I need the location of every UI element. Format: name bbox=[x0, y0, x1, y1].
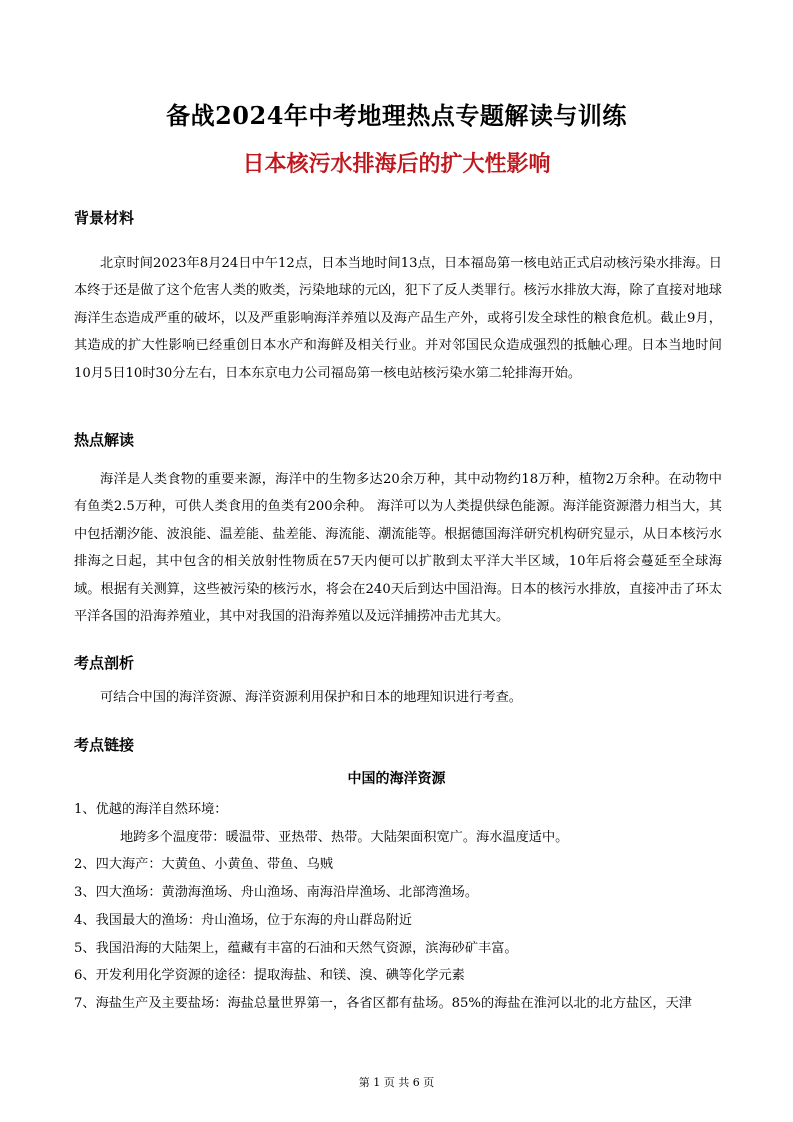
heading-analysis: 考点剖析 bbox=[74, 654, 135, 672]
list-item: 2、四大海产：大黄鱼、小黄鱼、带鱼、乌贼 bbox=[74, 857, 333, 873]
paragraph-hotspot: 海洋是人类食物的重要来源，海洋中的生物多达20余万种，其中动物约18万种，植物2万余种。在动物中有鱼类2.5万种，可供人类食用的鱼类有200余种。 海洋可以为人类提供绿色能源。海洋能资源潜力相当大，其中包括潮汐能、波浪能、温差能、盐差能、海流能、潮流能等。根据德国海洋研究机构研究显示，从日本核污水排海之日起，其中包含的相关放射性物质在57天内便可以扩散到太平洋大半区域，10年后将会蔓延至全球海域。根据有关测算，这些被污染的核污水，将会在240天后到达中国沿海。日本的核污水排放，直接冲击了环太平洋各国的沿海养殖业，其中对我国的沿海养殖以及远洋捕捞冲击尤其大。 bbox=[74, 472, 722, 625]
list-item: 3、四大渔场：黄渤海渔场、舟山渔场、南海沿岸渔场、北部湾渔场。 bbox=[74, 885, 479, 901]
page-number: 第 1 页 共 6 页 bbox=[358, 1076, 435, 1089]
list-item: 4、我国最大的渔场：舟山渔场，位于东海的舟山群岛附近 bbox=[74, 912, 413, 928]
paragraph-background: 北京时间2023年8月24日中午12点，日本当地时间13点，日本福岛第一核电站正式启动核污染水排海。日本终于还是做了这个危害人类的败类，污染地球的元凶，犯下了反人类罪行。核污水排放大海，除了直接对地球海洋生态造成严重的破坏，以及严重影响海洋养殖以及海产品生产外，或将引发全球性的粮食危机。截止9月，其造成的扩大性影响已经重创日本水产和海鲜及相关行业。并对邻国民众造成强烈的抵触心理。日本当地时间10月5日10时30分左右，日本东京电力公司福岛第一核电站核污染水第二轮排海开始。 bbox=[74, 256, 722, 381]
document-title: 备战2024年中考地理热点专题解读与训练 bbox=[166, 101, 627, 130]
list-item: 1、优越的海洋自然环境： bbox=[74, 802, 228, 817]
list-item: 6、开发利用化学资源的途径：提取海盐、和镁、溴、碘等化学元素 bbox=[74, 968, 465, 984]
paragraph-analysis: 可结合中国的海洋资源、海洋资源利用保护和日本的地理知识进行考查。 bbox=[100, 690, 522, 705]
list-item: 7、海盐生产及主要盐场：海盐总量世界第一，各省区都有盐场。85%的海盐在淮河以北的北方盐区，天津 bbox=[74, 995, 692, 1011]
heading-links: 考点链接 bbox=[74, 736, 135, 754]
ocean-resources-list bbox=[74, 796, 724, 1018]
list-item: 5、我国沿海的大陆架上，蕴藏有丰富的石油和天然气资源，滨海砂矿丰富。 bbox=[74, 940, 518, 956]
heading-hotspot: 热点解读 bbox=[74, 431, 135, 449]
list-item: 地跨多个温度带：暖温带、亚热带、热带。大陆架面积宽广。海水温度适中。 bbox=[120, 829, 569, 845]
heading-background: 背景材料 bbox=[74, 209, 135, 227]
document-subtitle: 日本核污水排海后的扩大性影响 bbox=[242, 151, 551, 177]
subheading-ocean-resources: 中国的海洋资源 bbox=[347, 771, 446, 787]
